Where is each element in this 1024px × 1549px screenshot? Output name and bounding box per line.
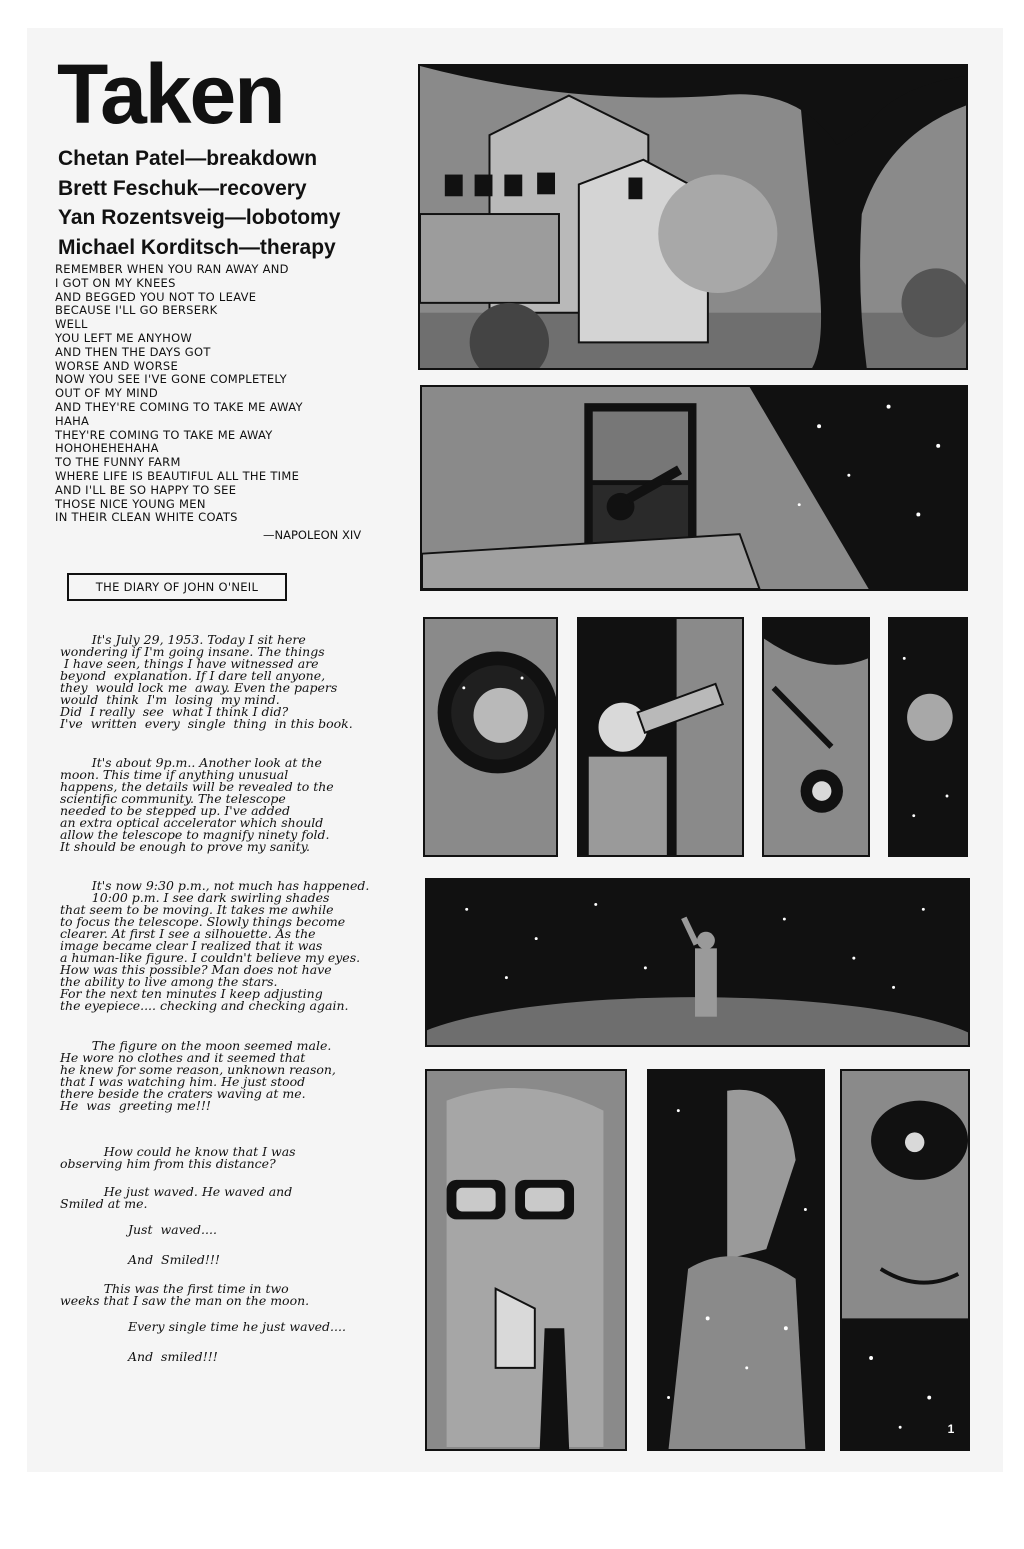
diary-entry: It's about 9p.m.. Another look at the moon. This time if anything unusual happens, the details will be revealed to the scientific community. The telescope needed to be stepped up. I've added an extra optical accelerator which should allow the telescope to magnify ninety fold. It should be enough to prove my sanity. (60, 755, 334, 854)
eye-closeup-illustration (764, 619, 868, 855)
moon-illustration (890, 619, 966, 855)
lyric-line: AND THEN THE DAYS GOT (55, 344, 211, 359)
lyric-line: I GOT ON MY KNEES (55, 275, 176, 290)
diary-entry: How could he know that I was observing him from this distance? (60, 1144, 296, 1171)
diary-entry: He just waved. He waved and Smiled at me. (60, 1184, 293, 1211)
lyric-line: HAHA (55, 413, 90, 428)
lyric-line: REMEMBER WHEN YOU RAN AWAY AND (55, 262, 289, 276)
house-illustration (420, 66, 966, 368)
face-closeup-illustration (842, 1071, 968, 1449)
page-title: Taken (57, 47, 284, 141)
lyric-line: OUT OF MY MIND (55, 386, 159, 401)
song-lyrics (55, 263, 303, 525)
diary-entry: And Smiled!!! (128, 1252, 220, 1267)
panel-man-glasses (425, 1069, 627, 1451)
page-number: 1 (947, 1422, 955, 1436)
diary-entry: It's now 9:30 p.m., not much has happened. 10:00 p.m. I see dark swirling shades that seem to be moving. It takes me awhile to focus the telescope. Slowly things become clearer. At first I see a silhouette. As the image became clear I realized that it was a human-like figure. I couldn't believe my eyes. How was this possible? Man does not have the ability to live among the stars. For the next ten minutes I keep adjusting the eyepiece.... checking and checking again. (60, 878, 370, 1013)
panel-window (420, 385, 968, 591)
credit-line: Michael Korditsch—therapy (58, 235, 336, 259)
man-telescope-illustration (579, 619, 742, 855)
panel-moon (888, 617, 968, 857)
panel-starry-figure (647, 1069, 825, 1451)
diary-entry: Every single time he just waved.... (128, 1319, 346, 1334)
man-on-moon-illustration (427, 880, 968, 1045)
eyepiece-illustration (425, 619, 556, 855)
lyric-line: IN THEIR CLEAN WHITE COATS (55, 510, 238, 525)
lyric-line: WELL (55, 317, 88, 332)
panel-house (418, 64, 968, 370)
diary-entry: And smiled!!! (128, 1349, 218, 1364)
panel-man-telescope (577, 617, 744, 857)
lyric-line: NOW YOU SEE I'VE GONE COMPLETELY (55, 372, 287, 387)
lyric-line: TO THE FUNNY FARM (55, 455, 181, 470)
lyric-line: AND BEGGED YOU NOT TO LEAVE (55, 289, 257, 304)
diary-entry: The figure on the moon seemed male. He wore no clothes and it seemed that he knew for some reason, unknown reason, that I was watching him. He just stood there beside the craters waving at me. He was greeting me!!! (60, 1038, 336, 1113)
lyric-line: AND I'LL BE SO HAPPY TO SEE (55, 482, 237, 497)
panel-man-on-moon (425, 878, 970, 1047)
credits (58, 144, 340, 262)
diary-entry: Just waved.... (128, 1222, 217, 1237)
credit-line: Yan Rozentsveig—lobotomy (58, 206, 341, 229)
lyrics-attribution: —NAPOLEON XIV (263, 528, 362, 542)
lyric-line: AND THEY'RE COMING TO TAKE ME AWAY (55, 399, 303, 414)
diary-heading: THE DIARY OF JOHN O'NEIL (67, 573, 287, 601)
panel-face-closeup (840, 1069, 970, 1451)
man-glasses-illustration (427, 1071, 625, 1449)
lyric-line: THEY'RE COMING TO TAKE ME AWAY (55, 427, 273, 442)
starry-figure-illustration (649, 1071, 823, 1449)
lyric-line: HOHOHEHEHAHA (55, 441, 159, 456)
lyric-line: THOSE NICE YOUNG MEN (55, 496, 206, 511)
panel-eye-closeup (762, 617, 870, 857)
lyric-line: WORSE AND WORSE (55, 358, 179, 373)
lyric-line: WHERE LIFE IS BEAUTIFUL ALL THE TIME (55, 468, 300, 483)
panel-telescope-eyepiece (423, 617, 558, 857)
credit-line: Chetan Patel—breakdown (58, 147, 318, 170)
page-number-badge (935, 1413, 966, 1444)
lyric-line: BECAUSE I'LL GO BERSERK (55, 303, 218, 318)
window-illustration (422, 387, 966, 589)
diary-entry: This was the first time in two weeks that I saw the man on the moon. (60, 1281, 310, 1308)
diary-entry: It's July 29, 1953. Today I sit here wondering if I'm going insane. The things I have seen, things I have witnessed are beyond explanation. If I dare tell anyone, they would lock me away. Even the papers would think I'm losing my mind. Did I really see what I think I did? I've written every single thing in this book. (60, 632, 353, 731)
lyric-line: YOU LEFT ME ANYHOW (55, 330, 193, 345)
credit-line: Brett Feschuk—recovery (58, 176, 307, 200)
